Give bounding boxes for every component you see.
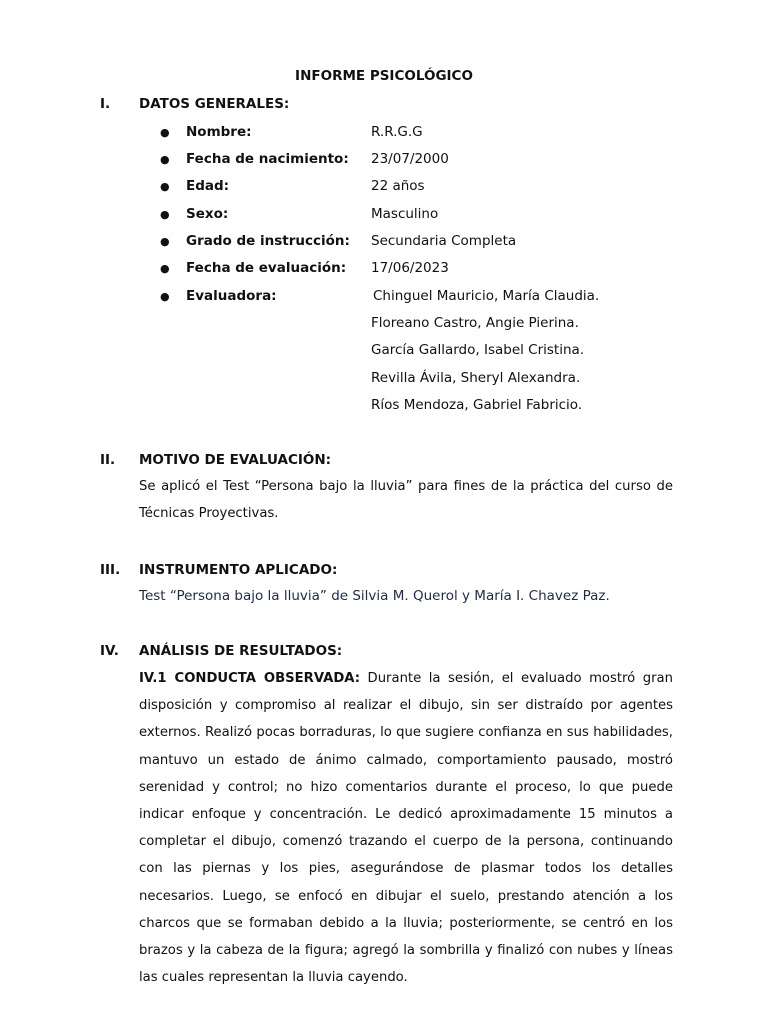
conducta-heading: IV.1 CONDUCTA OBSERVADA: <box>139 671 361 686</box>
field-value: 23/07/2000 <box>371 151 449 167</box>
bullet-icon: ● <box>160 180 170 193</box>
field-value: Chinguel Mauricio, María Claudia. <box>373 288 600 304</box>
field-label: Fecha de evaluación: <box>186 260 347 276</box>
bullet-icon: ● <box>160 208 170 221</box>
section-2-title: MOTIVO DE EVALUACIÓN: <box>139 452 332 468</box>
bullet-icon: ● <box>160 153 170 166</box>
field-value: 22 años <box>371 178 425 194</box>
evaluadora-name: Revilla Ávila, Sheryl Alexandra. <box>371 370 581 386</box>
instrumento-text: Test “Persona bajo la lluvia” de Silvia M. Querol y María I. Chavez Paz. <box>139 588 610 604</box>
section-2-number: II. <box>100 452 116 468</box>
bullet-icon: ● <box>160 290 170 303</box>
bullet-icon: ● <box>160 126 170 139</box>
section-1-number: I. <box>100 96 111 112</box>
document-title: INFORME PSICOLÓGICO <box>295 68 473 84</box>
section-4-number: IV. <box>100 643 119 659</box>
bullet-icon: ● <box>160 235 170 248</box>
field-label: Grado de instrucción: <box>186 233 350 249</box>
conducta-text: Durante la sesión, el evaluado mostró gran disposición y compromiso al realizar el dibujo, sin ser distraído por agentes externos. Realizó pocas borraduras, lo que sugiere confianza en sus habilidades, mantuvo un estado de ánimo calmado, comportamiento pausado, mostró serenidad y control; no hizo comentarios durante el proceso, lo que puede indicar enfoque y concentración. Le dedicó aproximadamente 15 minutos a completar el dibujo, comenzó trazando el cuerpo de la persona, continuando con las piernas y los pies, asegurándose de plasmar todos los detalles necesarios. Luego, se enfocó en dibujar el suelo, prestando atención a los charcos que se formaban debido a la lluvia; posteriormente, se centró en los brazos y la cabeza de la figura; agregó la sombrilla y finalizó con nubes y líneas las cuales representan la lluvia cayendo. <box>139 671 673 986</box>
field-label: Fecha de nacimiento: <box>186 151 349 167</box>
section-3-number: III. <box>100 562 121 578</box>
evaluadora-name: García Gallardo, Isabel Cristina. <box>371 342 585 358</box>
conducta-paragraph <box>139 665 673 991</box>
field-label: Sexo: <box>186 206 229 222</box>
evaluadora-name: Floreano Castro, Angie Pierina. <box>371 315 579 331</box>
evaluadora-name: Ríos Mendoza, Gabriel Fabricio. <box>371 397 583 413</box>
section-1-title: DATOS GENERALES: <box>139 96 290 112</box>
field-label: Edad: <box>186 178 230 194</box>
field-label: Nombre: <box>186 124 252 140</box>
section-4-title: ANÁLISIS DE RESULTADOS: <box>139 643 343 659</box>
field-value: 17/06/2023 <box>371 260 449 276</box>
field-value: Secundaria Completa <box>371 233 517 249</box>
section-3-title: INSTRUMENTO APLICADO: <box>139 562 338 578</box>
field-label: Evaluadora: <box>186 288 277 304</box>
bullet-icon: ● <box>160 262 170 275</box>
field-value: Masculino <box>371 206 439 222</box>
field-value: R.R.G.G <box>371 124 423 140</box>
motivo-paragraph: Se aplicó el Test “Persona bajo la lluvia” para fines de la práctica del curso de Técnicas Proyectivas. <box>139 479 673 522</box>
